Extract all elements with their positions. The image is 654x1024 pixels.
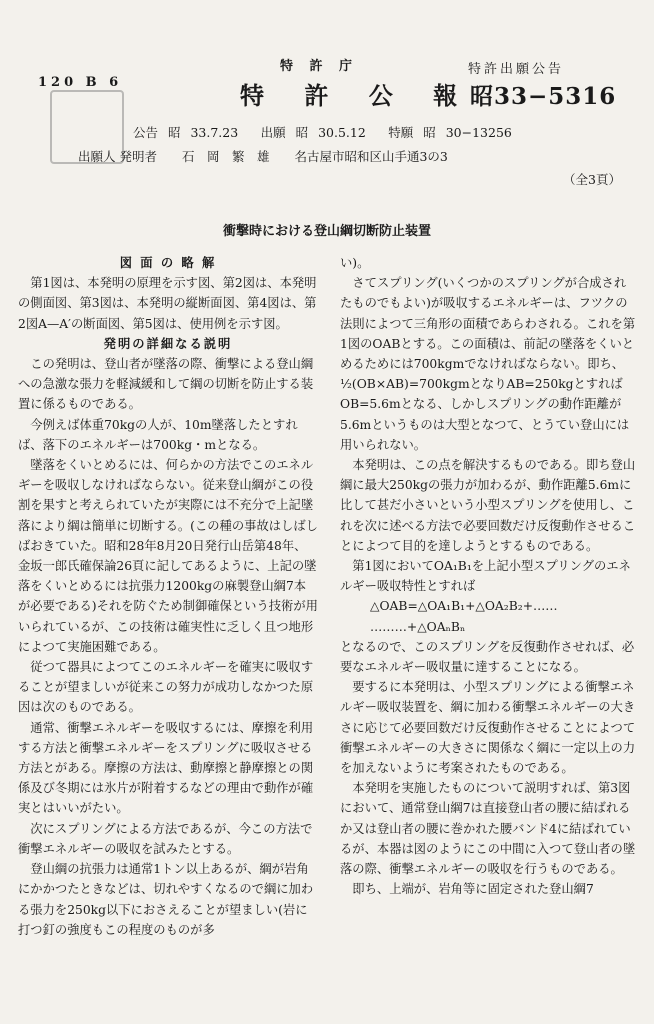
formula-line: ………+△OAₙBₙ [370, 619, 466, 634]
publication-info: 公告 昭 33.7.23 出願 昭 30.5.12 特願 昭 30−13256 [133, 125, 512, 140]
paragraph: 登山綱の抗張力は通常1トン以上あるが、綱が岩角にかかつたときなどは、切れやすくなるので綱に加わる張力を250kg以下におさえることが望ましい(岩に打つ釘の強度もこの程度のものが多 [18, 862, 314, 937]
formula-line: △OAB=△OA₁B₁+△OA₂B₂+…… [370, 599, 558, 614]
paragraph: 従つて器具によつてこのエネルギーを確実に吸収することが望ましいが従来この努力が成功しなかつた原因は次のものである。 [18, 660, 314, 715]
page-count: （全3頁） [563, 172, 621, 187]
paragraph: 即ち、上端が、岩角等に固定された登山綱7 [352, 882, 594, 897]
section-heading-drawings: 図 面 の 略 解 [119, 255, 217, 270]
gazette-title: 特 許 公 報 [240, 81, 474, 110]
paragraph: 本発明を実施したものについて説明すれば、第3図において、通常登山綱7は直接登山者の腰に結ばれるか又は登山者の腰に巻かれた腰バンド4に結ばれているが、本器は図のようにこの中間に入つて登山者の墜落の際、衝撃エネルギーの吸収を行うものである。 [340, 781, 636, 877]
publication-caption: 特許出願公告 [468, 62, 565, 77]
paragraph: さてスプリング(いくつかのスプリングが合成されたものでもよい)が吸収するエネルギーは、フツクの法則によつて三角形の面積であらわされる。これを第1図のOABとする。この面積は、前記の墜落をくいとめるためには700kgmでなければならない。即ち、½(OB×AB)=700kgmとなりAB=250kgとすればOB=5.6mとなる、しかしスプリングの動作距離が5.6mというものは大型となつて、とうてい登山には用いられない。 [340, 276, 636, 452]
paragraph: 本発明は、この点を解決するものである。即ち登山綱に最大250kgの張力が加わるが、動作距離5.6mに比して甚だ小さいという小型スプリングを使用し、これを次に述べる方法で必要回数だけ反復動作させることによつて目的を達しようとするものである。 [340, 458, 636, 553]
document-title: 衝撃時における登山綱切断防止装置 [222, 224, 431, 239]
classification-code: 120 B 6 [38, 75, 123, 90]
paragraph: 第1図においてOA₁B₁を上記小型スプリングのエネルギー吸収特性とすれば [340, 559, 631, 594]
section-heading-description: 発明の詳細なる説明 [103, 335, 233, 351]
paragraph: 通常、衝撃エネルギーを吸収するには、摩擦を利用する方法と衝撃エネルギーをスプリングに吸収させる方法とがある。摩擦の方法は、動摩擦と静摩擦との関係及び冬期には氷片が附着するなどの理由で動作が確実とはいいがたい。 [18, 720, 314, 816]
paragraph: 第1図は、本発明の原理を示す図、第2図は、本発明の側面図、第3図は、本発明の縦断面図、第4図は、第2図A—A′の断面図、第5図は、使用例を示す図。 [18, 276, 317, 331]
paragraph: 今例えば体重70kgの人が、10m墜落したとすれば、落下のエネルギーは700kg・mとなる。 [18, 417, 298, 452]
publication-number: 昭33−5316 [470, 83, 617, 110]
paragraph: となるので、このスプリングを反復動作させれば、必要なエネルギー吸収量に達することになる。 [340, 639, 635, 675]
paragraph: この発明は、登山者が墜落の際、衝撃による登山綱への急激な張力を軽減緩和して綱の切断を防止する装置に係るものである。 [18, 357, 314, 412]
agency-name: 特 許 庁 [280, 59, 359, 74]
right-column [340, 253, 638, 900]
applicant-info: 出願人 発明者 石 岡 繁 雄 名古屋市昭和区山手通3の3 [78, 149, 448, 164]
paragraph: い)。 [340, 256, 370, 270]
paragraph: 次にスプリングによる方法であるが、今この方法で衝撃エネルギーの吸収を試みたとする。 [18, 821, 313, 856]
paragraph: 要するに本発明は、小型スプリングによる衝撃エネルギー吸収装置を、綱に加わる衝撃エネルギーの大きさに応じて必要回数だけ反復動作させることによつて衝撃エネルギーの大きさに関係なく綱に一定以上の力を加えないように考案されたものである。 [340, 680, 636, 776]
paragraph: 墜落をくいとめるには、何らかの方法でこのエネルギーを吸収しなければならない。従来登山綱がこの役割を果すと考えられていたが実際には不充分で上記墜落により綱は簡単に切断する。(この種の事故はしばしばおきていた。昭和28年8月20日発行山岳第48年、金坂一郎氏確保論26頁に記してあるように、上記の墜落をくいとめるには抗張力1200kgの麻製登山綱7本が必要である)それを防ぐため制御確保という技術が用いられているが、この技術は確実性に乏しく且つ地形によつて実施困難である。 [18, 458, 318, 654]
left-column [18, 253, 318, 940]
